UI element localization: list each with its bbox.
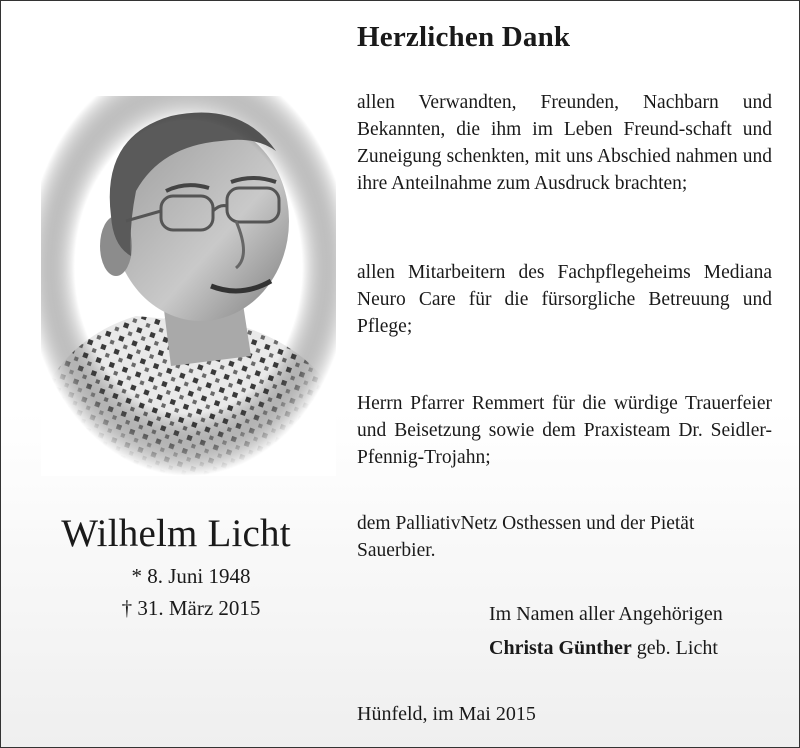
signer-line: [489, 637, 718, 660]
on-behalf-line: Im Namen aller Angehörigen: [489, 603, 723, 625]
deceased-name: Wilhelm Licht: [61, 512, 291, 555]
place-date: Hünfeld, im Mai 2015: [357, 703, 536, 725]
thanks-paragraph: allen Mitarbeitern des Fachpflegeheims Mediana Neuro Care für die fürsorgliche Betreuung und Pflege;: [357, 262, 772, 337]
thanks-paragraph: allen Verwandten, Freunden, Nachbarn und Bekannten, die ihm im Leben Freund-schaft und Zuneigung schenkten, mit uns Abschied nahmen und ihre Anteilnahme zum Ausdruck brachten;: [357, 92, 772, 194]
birth-date: * 8. Juni 1948: [131, 564, 251, 588]
thanks-paragraph: dem PalliativNetz Osthessen und der Pietät Sauerbier.: [357, 513, 695, 561]
signer-suffix: geb. Licht: [631, 637, 718, 659]
thanks-paragraph: Herrn Pfarrer Remmert für die würdige Trauerfeier und Beisetzung sowie dem Praxisteam Dr. Seidler-Pfennig-Trojahn;: [357, 393, 772, 468]
signer-name: Christa Günther: [489, 637, 632, 659]
death-date: † 31. März 2015: [121, 596, 261, 620]
portrait-photo: [41, 96, 336, 476]
thanks-heading: Herzlichen Dank: [357, 21, 571, 53]
